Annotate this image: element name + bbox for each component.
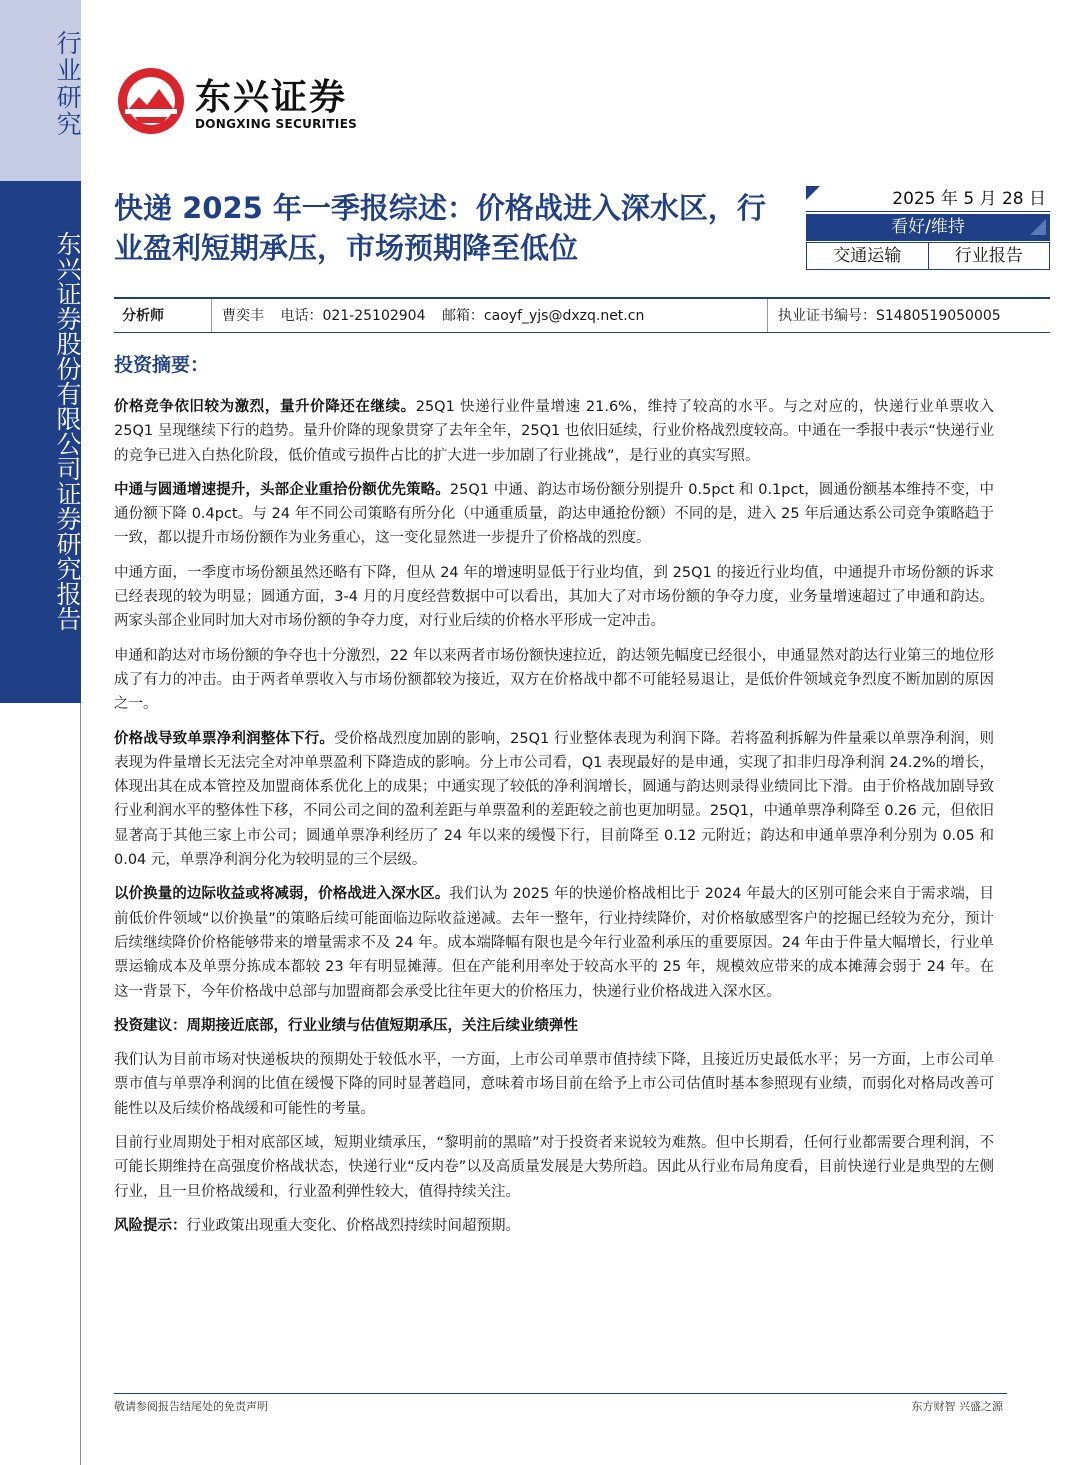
analyst-label: 分析师 — [114, 299, 212, 332]
report-tags — [806, 242, 1050, 270]
paragraph-lead: 中通与圆通增速提升，头部企业重拾份额优先策略。 — [114, 481, 450, 498]
sidebar-main-label: 东兴证券股份有限公司证券研究报告 — [53, 231, 82, 631]
logo-en-text: DONGXING SECURITIES — [195, 117, 358, 131]
paragraph — [114, 561, 994, 634]
paragraph-text: 25Q1 快递行业件量增速 21.6%，维持了较高的水平。与之对应的，快递行业单票收入 25Q1 呈现继续下行的趋势。量升价降的现象贯穿了去年全年，25Q1 也依旧延续，行业价格战烈度较高。中通在一季报中表示“快递行业的竞争已进入白热化阶段，低价值或亏损件占比的扩大进一步加剧了行业挑战”，是行业的真实写照。 — [114, 399, 994, 464]
analyst-name: 曹奕丰 — [222, 308, 264, 324]
paragraph-lead: 以价换量的边际收益或将减弱，价格战进入深水区。 — [114, 886, 450, 903]
report-info-box — [806, 186, 1050, 270]
paragraph-text: 我们认为 2025 年的快递价格战相比于 2024 年最大的区别可能会来自于需求端，目前低价件领域“以价换量”的策略后续可能面临边际收益递减。去年一整年，行业持续降价，对价格敏感型客户的挖掘已经较为充分，预计后续继续降价价格能够带来的增量需求不及 24 年。成本端降幅有限也是今年行业盈利承压的重要原因。24 年由于件量大幅增长，行业单票运输成本及单票分拣成本都较 23 年有明显摊薄。但在产能利用率处于较高水平的 25 年，规模效应带来的成本摊薄会弱于 24 年。在这一背景下，今年价格战中总部与加盟商都会承受比往年更大的价格压力，快递行业价格战进入深水区。 — [114, 886, 994, 1000]
report-body — [114, 395, 994, 1248]
paragraph-text: 受价格战烈度加剧的影响，25Q1 行业整体表现为利润下降。若将盈利拆解为件量乘以单票净利润，则表现为件量增长无法完全对冲单票盈利下降造成的影响。分上市公司看，Q1 表现最好的是申通，实现了扣非归母净利润 24.2%的增长，体现出其在成本管控及加盟商体系优化上的成果；中通实现了较低的净利润增长，圆通与韵达则录得业绩同比下滑。由于价格战加剧导致行业利润水平的整体性下移，不同公司之间的盈利差距与单票盈利的差距较之前也更加明显。25Q1，中通单票净利降至 0.26 元，但依旧显著高于其他三家上市公司；圆通单票净利经历了 24 年以来的缓慢下行，目前降至 0.12 元附近；韵达和申通单票净利分别为 0.05 和 0.04 元，单票净利润分化为较明显的三个层级。 — [114, 730, 994, 869]
summary-title: 投资摘要： — [114, 354, 210, 376]
tag-report-type: 行业报告 — [928, 243, 1050, 269]
sidebar — [0, 0, 81, 1465]
corner-triangle-icon — [806, 186, 820, 200]
paragraph — [114, 1214, 994, 1238]
sidebar-top-band — [0, 0, 81, 181]
report-title: 快递 2025 年一季报综述：价格战进入深水区，行业盈利短期承压，市场预期降至低位 — [114, 191, 766, 265]
analyst-phone: 电话：021-25102904 — [280, 308, 426, 324]
paragraph-text: 中通方面，一季度市场份额虽然还略有下降，但从 24 年的增速明显低于行业均值，到 25Q1 的接近行业均值，中通提升市场份额的诉求已经表现的较为明显；圆通方面，3-4 月的月度经营数据中可以看出，其加大了对市场份额的争夺力度，业务量增速超过了申通和韵达。两家头部企业同时加大对市场份额的争夺力度，对行业后续的价格水平形成一定冲击。 — [114, 564, 994, 630]
sidebar-divider — [80, 703, 81, 1465]
paragraph-lead: 风险提示： — [114, 1217, 187, 1234]
analyst-cert: 执业证书编号：S1480519050005 — [778, 308, 1001, 324]
paragraph-text: 申通和韵达对市场份额的争夺也十分激烈，22 年以来两者市场份额快速拉近，韵达领先幅度已经很小，申通显然对韵达行业第三的地位形成了有力的冲击。由于两者单票收入与市场份额都较为接近，双方在价格战中都不可能轻易退让，是低价件领域竞争烈度不断加剧的原因之一。 — [114, 647, 994, 713]
paragraph-text: 目前行业周期处于相对底部区域，短期业绩承压，“黎明前的黑暗”对于投资者来说较为难熬。但中长期看，任何行业都需要合理利润，不可能长期维持在高强度价格战状态，快递行业“反内卷”以及高质量发展是大势所趋。因此从行业布局角度看，目前快递行业是典型的左侧行业，且一旦价格战缓和，行业盈利弹性较大，值得持续关注。 — [114, 1135, 994, 1200]
paragraph-text: 我们认为目前市场对快递板块的预期处于较低水平，一方面，上市公司单票市值持续下降，且接近历史最低水平；另一方面，上市公司单票市值与单票净利润的比值在缓慢下降的同时显著趋同，意味着市场目前在给予上市公司估值时基本参照现有业绩，而弱化对格局改善可能性以及后续价格战缓和可能性的考量。 — [114, 1052, 994, 1117]
analyst-info — [212, 299, 768, 332]
analyst-email[interactable]: 邮箱：caoyf_yjs@dxzq.net.cn — [441, 308, 645, 324]
paragraph — [114, 1131, 994, 1204]
company-logo — [115, 65, 375, 135]
paragraph-lead: 价格竞争依旧较为激烈，量升价降还在继续。 — [114, 399, 416, 415]
paragraph-text: 25Q1 中通、韵达市场份额分别提升 0.5pct 和 0.1pct，圆通份额基本维持不变，中通份额下降 0.4pct。与 24 年不同公司策略有所分化（中通重质量，韵达申通抢份额）不同的是，进入 25 年后通达系公司竞争策略趋于一致，都以提升市场份额作为业务重心，这一变化显然进一步提升了价格战的烈度。 — [114, 481, 995, 547]
report-date: 2025 年 5 月 28 日 — [806, 186, 1050, 212]
rating-triangle-icon — [1030, 219, 1046, 235]
paragraph-lead: 价格战导致单票净利润整体下行。 — [114, 730, 335, 747]
paragraph-lead: 投资建议：周期接近底部，行业业绩与估值短期承压，关注后续业绩弹性 — [114, 1017, 578, 1034]
paragraph — [114, 478, 994, 551]
paragraph — [114, 1048, 994, 1121]
logo-emblem-icon — [115, 65, 187, 137]
paragraph-text: 行业政策出现重大变化、价格战烈持续时间超预期。 — [186, 1217, 520, 1234]
rating-badge: 看好/维持 — [806, 214, 1050, 241]
logo-cn-text: 东兴证券 — [195, 77, 348, 118]
footer-disclaimer: 敬请参阅报告结尾处的免责声明 — [114, 1400, 268, 1413]
paragraph — [114, 395, 994, 468]
sidebar-main-band — [0, 181, 81, 703]
paragraph — [114, 644, 994, 717]
tag-industry: 交通运输 — [833, 246, 902, 266]
paragraph — [114, 727, 994, 873]
paragraph — [114, 1014, 994, 1038]
paragraph — [114, 882, 994, 1003]
footer-divider — [114, 1393, 1007, 1394]
analyst-row — [114, 297, 1050, 333]
sidebar-top-label: 行业研究 — [53, 30, 82, 138]
footer-slogan: 东方财智 兴盛之源 — [911, 1400, 1003, 1413]
